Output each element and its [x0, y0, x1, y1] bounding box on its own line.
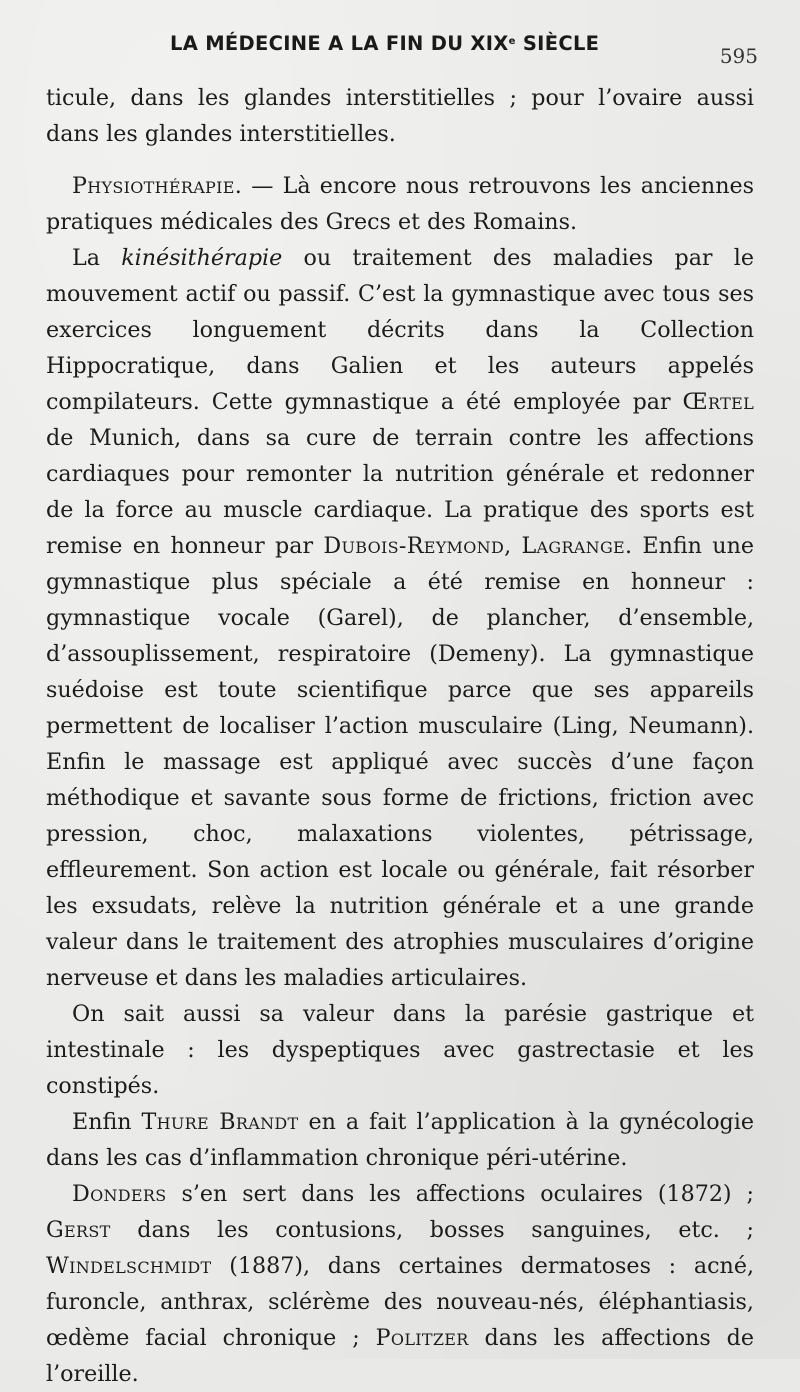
person-name: Gerst — [46, 1217, 111, 1243]
paragraph-text: La — [72, 245, 122, 271]
running-title-main: LA MÉDECINE A LA FIN DU XIX — [170, 32, 509, 55]
paragraph-text: dans les contusions, bosses sanguines, etc. ; — [110, 1217, 754, 1243]
paragraph-text: . Enfin une gymnastique plus spéciale a été remise en honneur : gymnastique vocale (Garel), de plancher, d’ensemble, d’assouplissement, respiratoire (Demeny). La gymnastique suédoise est toute scientifique parce que ses appareils permettent de localiser l’action musculaire (Ling, Neumann). Enfin le massage est appliqué avec succès d’une façon méthodique et savante sous forme de frictions, friction avec pression, choc, malaxations violentes, pétrissage, effleurement. Son action est locale ou générale, fait résorber les exsudats, relève la nutrition générale et a une grande valeur dans le traitement des atrophies musculaires d’origine nerveuse et dans les maladies articulaires. — [46, 533, 754, 991]
body-text — [46, 80, 754, 1392]
paragraph-physiotherapie — [46, 168, 754, 240]
paragraph-text: ou traitement des maladies par le mouvement actif ou passif. C’est la gymnastique avec tous ses exercices longuement décrits dans la Collection Hippocratique, dans Galien et les auteurs appelés compilateurs. Cette gymnastique a été employée par — [46, 245, 754, 415]
person-name: Lagrange — [521, 533, 626, 559]
paragraph-text: , — [504, 533, 522, 559]
italic-term: kinésithérapie — [121, 245, 283, 271]
paragraph-other-uses — [46, 1176, 754, 1392]
paragraph-text: — Là encore nous retrouvons les anciennes pratiques médicales des Grecs et des Romains. — [46, 173, 754, 235]
page-number: 595 — [719, 44, 758, 68]
running-title-superscript: e — [508, 36, 516, 47]
person-name: Œrtel — [682, 389, 754, 415]
paragraph-continuation: ticule, dans les glandes interstitielles ; pour l’ovaire aussi dans les glandes interstitielles. — [46, 85, 754, 147]
section-heading: Physiothérapie. — [72, 173, 243, 199]
person-name: Donders — [72, 1181, 167, 1207]
paragraph-text: dans les affections de l’oreille. — [46, 1325, 755, 1387]
person-name: Politzer — [375, 1325, 469, 1351]
running-title-end: SIÈCLE — [515, 32, 600, 55]
person-name: Dubois-Reymond — [323, 533, 505, 559]
paragraph-gynecology — [46, 1104, 754, 1176]
paragraph-kinesitherapie — [46, 240, 754, 996]
paragraph-text: (1887), dans certaines dermatoses : acné, furoncle, anthrax, sclérème des nouveau-nés, éléphantiasis, œdème facial chronique ; — [46, 1253, 754, 1351]
paragraph-gastric: On sait aussi sa valeur dans la parésie gastrique et intestinale : les dyspeptiques avec gastrectasie et les constipés. — [46, 1001, 754, 1099]
running-title — [170, 32, 599, 55]
person-name: Windelschmidt — [46, 1253, 212, 1279]
person-name: Thure Brandt — [141, 1109, 299, 1135]
paragraph-text: s’en sert dans les affections oculaires (1872) ; — [166, 1181, 754, 1207]
paragraph-text: Enfin — [72, 1109, 142, 1135]
paragraph-text: en a fait l’application à la gynécologie dans les cas d’inflammation chronique péri-utérine. — [46, 1109, 754, 1171]
paragraph-text: de Munich, dans sa cure de terrain contre les affections cardiaques pour remonter la nutrition générale et redonner de la force au muscle cardiaque. La pratique des sports est remise en honneur par — [46, 425, 754, 559]
page-header — [0, 30, 800, 68]
